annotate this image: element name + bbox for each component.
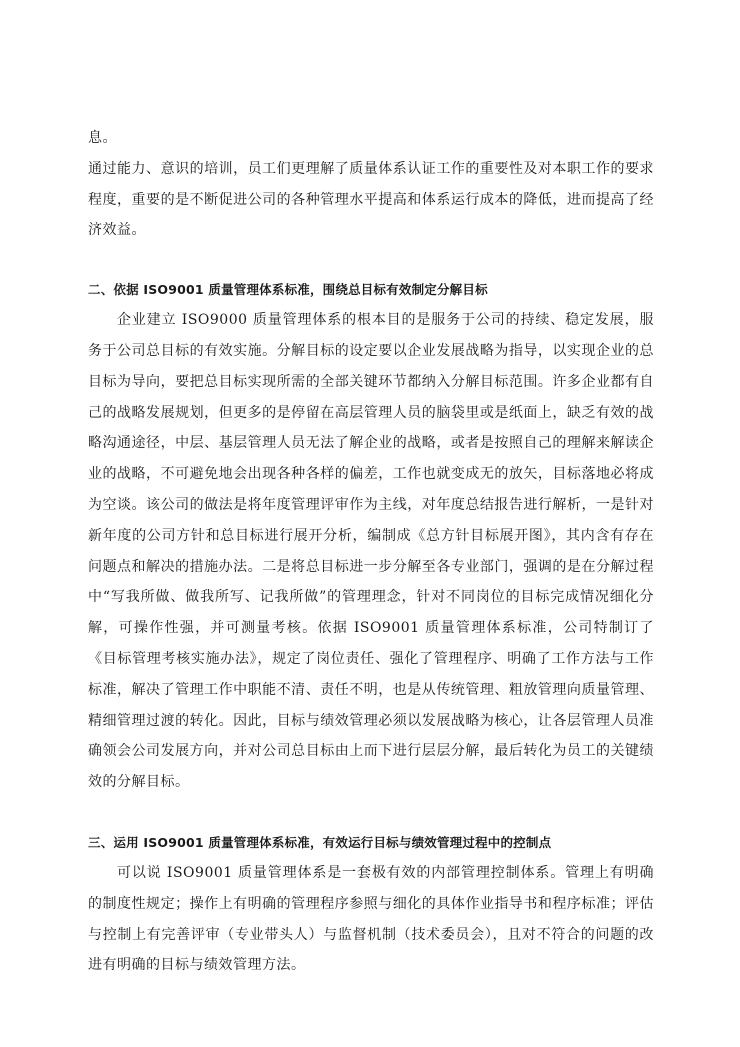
paragraph-training: 通过能力、意识的培训，员工们更理解了质量体系认证工作的重要性及对本职工作的要求程度，重要的是不断促进公司的各种管理水平提高和体系运行成本的降低，进而提高了经济效益。 bbox=[88, 160, 654, 239]
section-2-body: 企业建立 ISO9000 质量管理体系的根本目的是服务于公司的持续、稳定发展，服务于公司总目标的有效实施。分解目标的设定要以企业发展战略为指导，以实现企业的总目标为导向，要把总目标实现所需的全部关键环节都纳入分解目标范围。许多企业都有自己的战略发展规划，但更多的是停留在高层管理人员的脑袋里或是纸面上，缺乏有效的战略沟通途径，中层、基层管理人员无法了解企业的战略，或者是按照自己的理解来解读企业的战略，不可避免地会出现各种各样的偏差，工作也就变成无的放矢，目标落地必将成为空谈。该公司的做法是将年度管理评审作为主线，对年度总结报告进行解析，一是针对新年度的公司方针和总目标进行展开分析，编制成《总方针目标展开图》，其内含有存在问题点和解决的措施办法。二是将总目标进一步分解至各专业部门，强调的是在分解过程中“写我所做、做我所写、记我所做”的管理理念，针对不同岗位的目标完成情况细化分解，可操作性强，并可测量考核。依据 ISO9001 质量管理体系标准，公司特制订了《目标管理考核实施办法》，规定了岗位责任、强化了管理程序、明确了工作方法与工作标准，解决了管理工作中职能不清、责任不明，也是从传统管理、粗放管理向质量管理、精细管理过渡的转化。因此，目标与绩效管理必须以发展战略为核心，让各层管理人员准确领会公司发展方向，并对公司总目标由上而下进行层层分解，最后转化为员工的关键绩效的分解目标。 bbox=[88, 312, 654, 791]
section-spacer bbox=[88, 246, 654, 275]
section-heading-2: 二、依据 ISO9001 质量管理体系标准，围绕总目标有效制定分解目标 bbox=[88, 282, 488, 298]
document-body bbox=[88, 123, 654, 981]
section-heading-3: 三、运用 ISO9001 质量管理体系标准，有效运行目标与绩效管理过程中的控制点 bbox=[88, 834, 552, 850]
section-spacer bbox=[88, 798, 654, 828]
paragraph-continuation: 息。 bbox=[88, 130, 117, 146]
section-3-body: 可以说 ISO9001 质量管理体系是一套极有效的内部管理控制体系。管理上有明确的制度性规定；操作上有明确的管理程序参照与细化的具体作业指导书和程序标准；评估与控制上有完善评审（专业带头人）与监督机制（技术委员会），且对不符合的问题的改进有明确的目标与绩效管理方法。 bbox=[88, 864, 654, 974]
